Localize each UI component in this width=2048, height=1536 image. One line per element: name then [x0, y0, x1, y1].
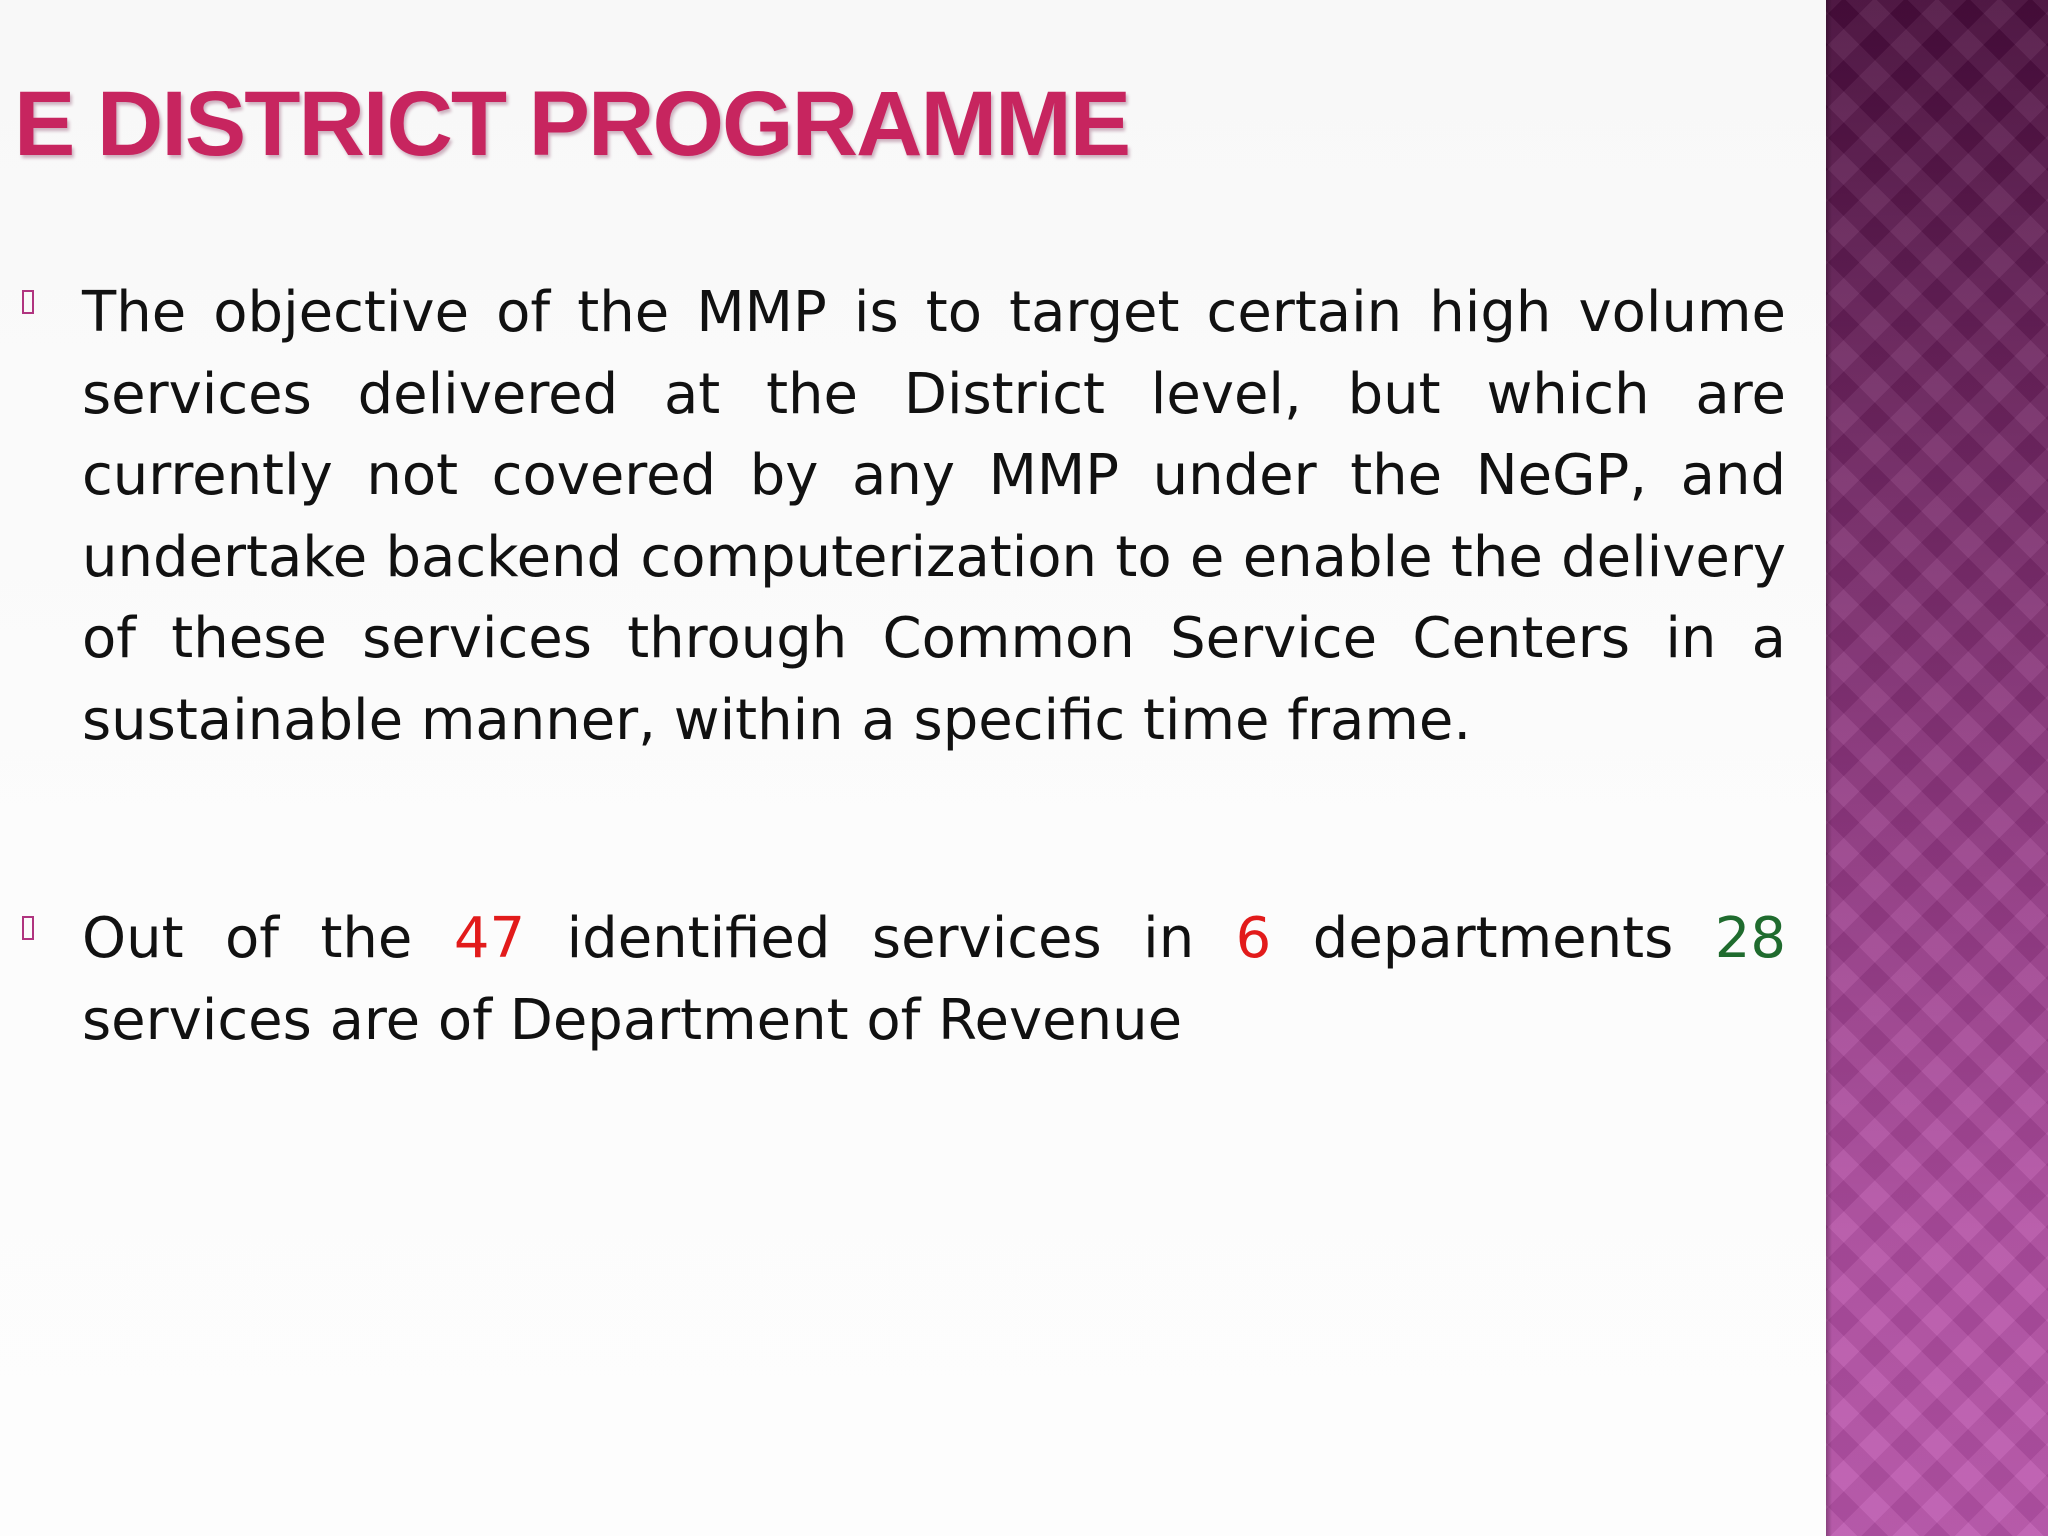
- bullet-services-text-4: services are of Department of Revenue: [82, 987, 1183, 1053]
- bullet-marker-icon: [22, 916, 34, 940]
- bullet-services-text-1: Out of the: [82, 906, 454, 971]
- bullet-objective: [20, 272, 1786, 761]
- revenue-services-count: 28: [1714, 906, 1786, 971]
- departments-count: 6: [1235, 906, 1272, 971]
- slide-title: E DISTRICT PROGRAMME: [14, 73, 1130, 175]
- bullet-services-text-3: departments: [1271, 906, 1715, 971]
- bullet-services-count: [20, 898, 1786, 1061]
- bullet-list: [20, 272, 1786, 1061]
- bullet-services-text-2: identified services in: [525, 906, 1236, 971]
- decorative-side-panel: [1826, 0, 2048, 1536]
- bullet-objective-text: The objective of the MMP is to target certain high volume services delivered at the District level, but which are currently not covered by any MMP under the NeGP, and undertake backend computerization to e enable the delivery of these services through Common Service Centers in a sustainable manner, within a specific time frame.: [82, 280, 1786, 753]
- identified-services-count: 47: [453, 906, 526, 971]
- bullet-marker-icon: [22, 290, 34, 314]
